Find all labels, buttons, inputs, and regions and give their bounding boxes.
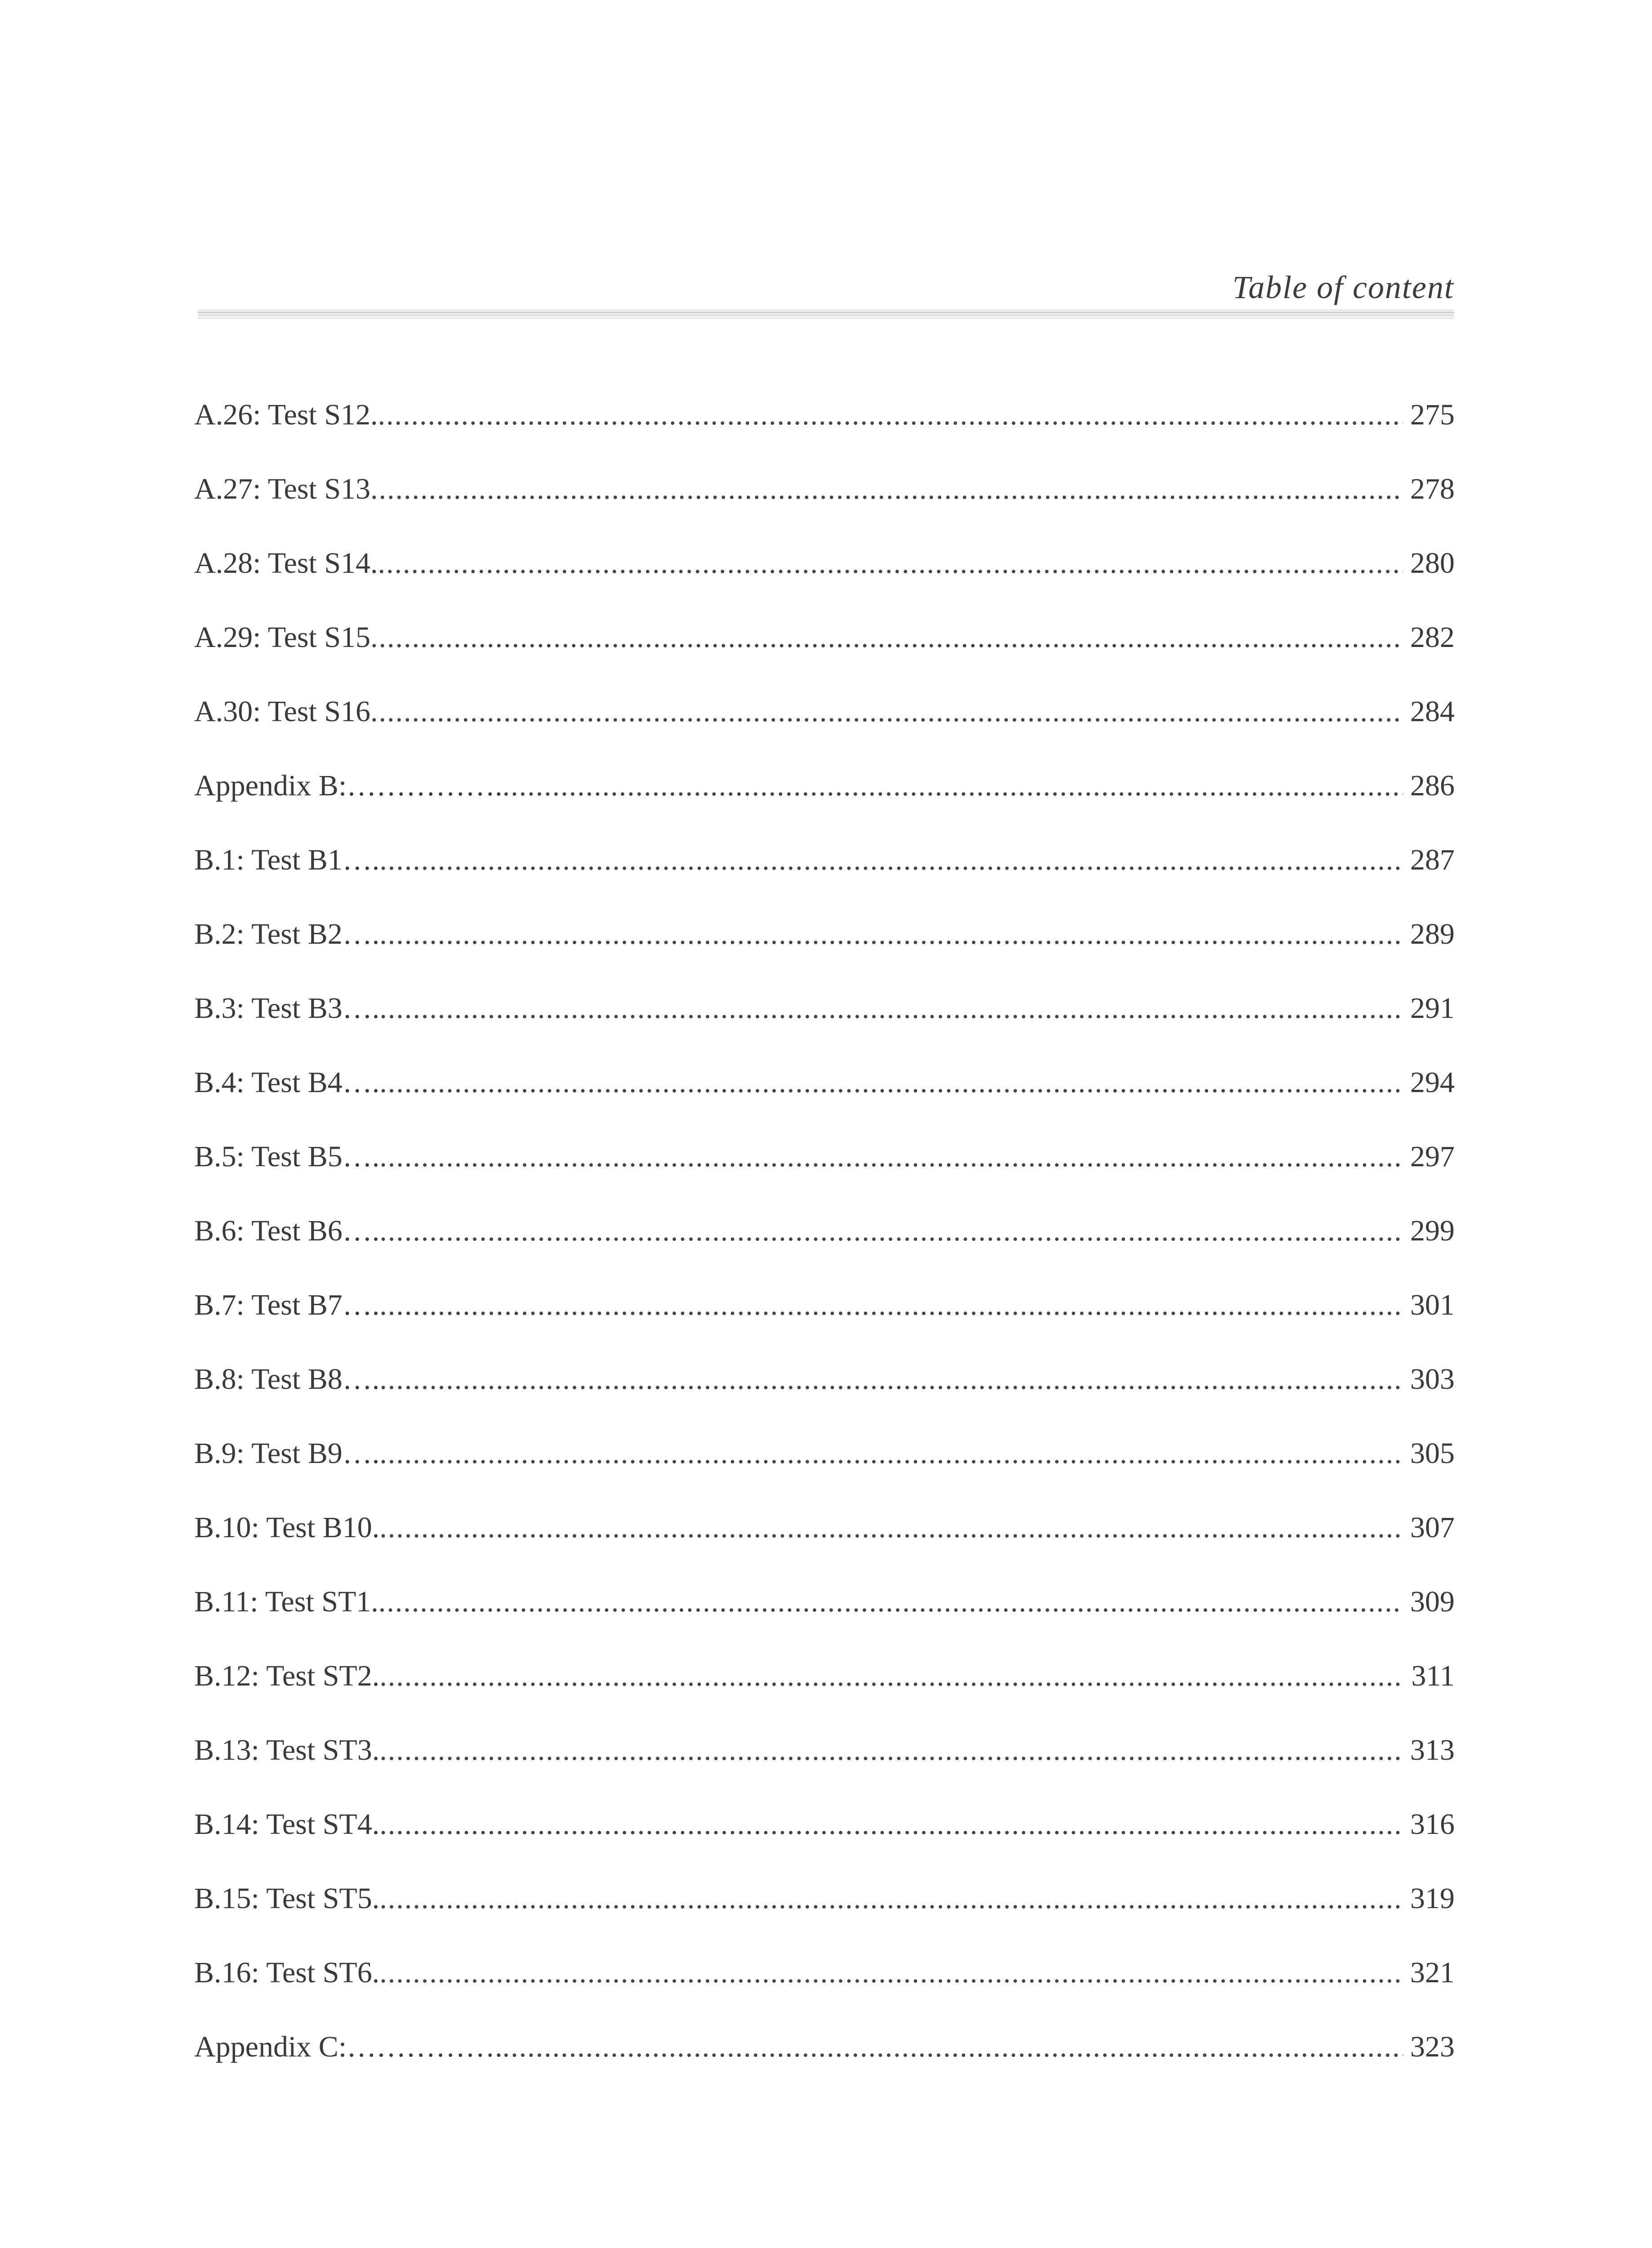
toc-dot-leader: [379, 1206, 1403, 1256]
toc-dot-leader: [379, 910, 1403, 959]
toc-entry-label: A.28: Test S14.: [194, 547, 378, 580]
toc-dot-leader: [503, 761, 1403, 811]
toc-entry-page-number: 294: [1410, 1066, 1455, 1099]
toc-entry-label: B.13: Test ST3.: [194, 1734, 380, 1766]
toc-entry-label: B.11: Test ST1.: [194, 1585, 378, 1618]
toc-dot-leader: [379, 1800, 1403, 1849]
toc-entry[interactable]: [194, 1280, 1455, 1355]
toc-entry-page-number: 323: [1410, 2030, 1455, 2063]
toc-entry-page-number: 284: [1410, 695, 1455, 728]
toc-entry[interactable]: [194, 1503, 1455, 1577]
toc-dot-leader: [370, 464, 1403, 514]
toc-entry-page-number: 297: [1410, 1140, 1455, 1173]
toc-dot-leader: [379, 1058, 1403, 1107]
toc-entry[interactable]: [194, 613, 1455, 687]
toc-dot-leader: [379, 835, 1403, 885]
toc-entry-label: A.26: Test S12.: [194, 398, 378, 431]
toc-entry[interactable]: [194, 464, 1455, 539]
toc-entry-page-number: 319: [1410, 1882, 1455, 1915]
toc-entry-page-number: 301: [1410, 1289, 1455, 1321]
toc-entry[interactable]: [194, 1874, 1455, 1948]
toc-dot-leader: [379, 1132, 1403, 1182]
toc-entry-label: B.15: Test ST5.: [194, 1882, 380, 1915]
toc-dot-leader: [378, 1577, 1403, 1627]
toc-dot-leader: [379, 1280, 1403, 1330]
toc-dot-leader: [370, 687, 1403, 736]
running-header-title: Table of content: [1232, 269, 1454, 305]
toc-entry[interactable]: [194, 1429, 1455, 1503]
toc-entry-label: Appendix B:…………….: [194, 769, 503, 802]
toc-entry-label: A.30: Test S16: [194, 695, 371, 728]
toc-entry-label: B.5: Test B5….: [194, 1140, 380, 1173]
toc-entry-page-number: 275: [1410, 398, 1455, 431]
toc-entry-label: B.8: Test B8….: [194, 1363, 380, 1396]
toc-entry-page-number: 313: [1410, 1734, 1455, 1766]
toc-dot-leader: [379, 1726, 1403, 1775]
table-of-contents: [194, 390, 1455, 2096]
toc-dot-leader: [503, 2022, 1403, 2072]
toc-entry[interactable]: [194, 835, 1455, 910]
toc-entry-page-number: 282: [1410, 621, 1455, 654]
toc-entry-page-number: 291: [1410, 992, 1455, 1025]
toc-dot-leader: [370, 613, 1403, 662]
toc-entry-label: B.12: Test ST2.: [194, 1659, 380, 1692]
toc-entry-page-number: 280: [1410, 547, 1455, 580]
toc-dot-leader: [379, 1503, 1403, 1552]
toc-entry[interactable]: [194, 687, 1455, 761]
toc-entry-page-number: 286: [1410, 769, 1455, 802]
toc-entry[interactable]: [194, 1058, 1455, 1132]
toc-dot-leader: [379, 1651, 1404, 1701]
toc-entry-page-number: 311: [1411, 1659, 1455, 1692]
toc-entry[interactable]: [194, 1355, 1455, 1429]
toc-entry-page-number: 289: [1410, 918, 1455, 950]
toc-dot-leader: [378, 539, 1403, 588]
toc-entry[interactable]: [194, 1948, 1455, 2022]
toc-entry[interactable]: [194, 539, 1455, 613]
toc-entry-label: B.3: Test B3….: [194, 992, 380, 1025]
toc-dot-leader: [378, 390, 1403, 440]
toc-entry[interactable]: [194, 761, 1455, 835]
toc-entry[interactable]: [194, 1651, 1455, 1726]
toc-entry-page-number: 305: [1410, 1437, 1455, 1470]
toc-dot-leader: [379, 1355, 1403, 1404]
toc-entry-label: B.4: Test B4….: [194, 1066, 380, 1099]
toc-entry-page-number: 299: [1410, 1214, 1455, 1247]
toc-entry-page-number: 309: [1410, 1585, 1455, 1618]
toc-entry-label: B.14: Test ST4.: [194, 1808, 380, 1841]
toc-entry-label: B.16: Test ST6.: [194, 1956, 380, 1989]
toc-entry-label: B.10: Test B10.: [194, 1511, 380, 1544]
toc-entry[interactable]: [194, 2022, 1455, 2096]
toc-entry[interactable]: [194, 1206, 1455, 1280]
toc-entry[interactable]: [194, 910, 1455, 984]
toc-entry-page-number: 278: [1410, 473, 1455, 505]
toc-entry[interactable]: [194, 390, 1455, 464]
toc-entry-page-number: 303: [1410, 1363, 1455, 1396]
toc-entry[interactable]: [194, 1577, 1455, 1651]
toc-entry[interactable]: [194, 1132, 1455, 1206]
toc-dot-leader: [379, 1948, 1403, 1998]
toc-entry-label: B.1: Test B1….: [194, 843, 380, 876]
toc-dot-leader: [379, 984, 1403, 1033]
toc-entry[interactable]: [194, 1800, 1455, 1874]
toc-entry-label: B.2: Test B2….: [194, 918, 380, 950]
toc-entry-page-number: 316: [1410, 1808, 1455, 1841]
toc-dot-leader: [379, 1874, 1403, 1923]
toc-entry-page-number: 307: [1410, 1511, 1455, 1544]
toc-entry-page-number: 321: [1410, 1956, 1455, 1989]
toc-dot-leader: [379, 1429, 1403, 1478]
toc-entry-label: Appendix C:…………….: [194, 2030, 503, 2063]
toc-entry[interactable]: [194, 984, 1455, 1058]
toc-entry-page-number: 287: [1410, 843, 1455, 876]
toc-entry-label: A.27: Test S13: [194, 473, 371, 505]
toc-entry-label: B.6: Test B6….: [194, 1214, 380, 1247]
toc-entry[interactable]: [194, 1726, 1455, 1800]
toc-entry-label: A.29: Test S15: [194, 621, 371, 654]
header-rule: [198, 309, 1454, 319]
toc-entry-label: B.9: Test B9….: [194, 1437, 380, 1470]
toc-entry-label: B.7: Test B7….: [194, 1289, 380, 1321]
